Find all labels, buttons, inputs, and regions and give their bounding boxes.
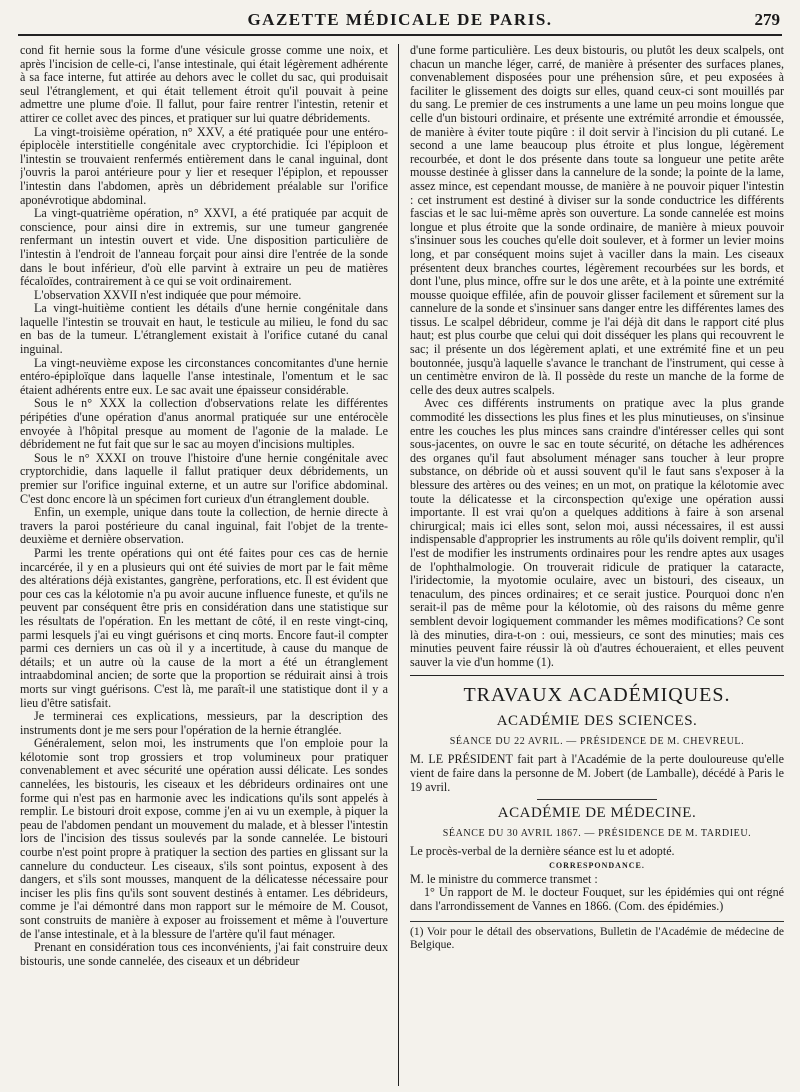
paragraph: La vingt-neuvième expose les circonstances concomitantes d'une hernie entéro-épiploïque dans laquelle l'anse intestinale, l'omentum et le sac étaient adhérents entre eux. Le sac avait une épaisseur considérable. — [20, 355, 388, 397]
paragraph: M. le ministre du commerce transmet : — [410, 871, 598, 886]
footnote: (1) Voir pour le détail des observations, Bulletin de l'Académie de médecine de Belgique. — [410, 926, 784, 952]
section-title: TRAVAUX ACADÉMIQUES. — [463, 684, 731, 707]
section-separator — [410, 675, 784, 676]
paragraph: Sous le n° XXXI on trouve l'histoire d'une hernie congénitale avec cryptorchidie, dans laquelle il fallut pratiquer deux débridements, un premier sur l'orifice inguinal externe, et un autre sur l'orifice abdominal. C'est donc encore là un spécimen fort curieux d'un étranglement double. — [20, 450, 388, 506]
paragraph: Prenant en considération tous ces inconvénients, j'ai fait construire deux bistouris, une sonde cannelée, des ciseaux et un débrideur — [20, 940, 388, 968]
seance-medecine: SÉANCE DU 30 AVRIL 1867. — PRÉSIDENCE DE M. TARDIEU. — [442, 828, 752, 840]
correspondance-heading: CORRESPONDANCE. — [549, 860, 645, 870]
paragraph: Le procès-verbal de la dernière séance est lu et adopté. — [410, 844, 675, 859]
page-number: 279 — [754, 10, 780, 29]
journal-title: GAZETTE MÉDICALE DE PARIS. — [247, 10, 553, 29]
paragraph: La vingt-huitième contient les détails d'une hernie congénitale dans laquelle l'intestin se trouvait en haut, le testicule au milieu, le fond du sac en bas de la tumeur. L'étranglement existait à l'orifice cutané du canal inguinal. — [20, 301, 388, 357]
paragraph: d'une forme particulière. Les deux bistouris, ou plutôt les deux scalpels, ont chacun un manche léger, carré, de manière à présenter des surfaces planes, convenablement disposées pour une préhension sûre, et peu exposées à faciliter le glissement des doigts sur elles, quand ceux-ci sont mouillés par du sang. Le premier de ces instruments a une lame un peu moins longue que celle d'un bistouri ordinaire, et présente une extrémité arrondie et émoussée, de manière à éviter toute piqûre : il doit servir à l'incision du pli cutané. Le second a une lame beaucoup plus étroite et plus longue, légèrement recourbée, et dont le dos présente dans toute sa longueur une petite arête mousse destinée à glisser dans la cannelure de la sonde; la pointe de la lame, assez mince, est cependant mousse, de manière à ne pouvoir piquer l'intestin : cet instrument est destiné à diviser sur la sonde conductrice les différents fascias et le sac lui-même après son ouverture. La sonde cannelée est moins longue et plus étroite que la sonde ordinaire, de manière à mieux pouvoir s'insinuer sous les couches qu'elle doit soulever, et à former un levier moins long, et par conséquent moins sujet à vaciller dans la main. Les ciseaux présentent deux branches courtes, légèrement recourbées sur les bords, et dont l'une, plus mince, offre sur le dos une arête, et à la pointe une extrémité mousse quoique effilée, afin de pouvoir glisser facilement et sûrement sur la cannelure de la sonde et s'insinuer sans danger entre les différentes lames des tissus. Le scalpel débrideur, comme je l'ai déjà dit dans le rapport cité plus haut; est plus courbe que celui qui doit disséquer les plans qui recouvrent le sac; il présente un dos légèrement aplati, et une extrémité fine et un peu boutonnée, jusqu'à laquelle s'avance le tranchant de l'instrument, qui cesse à un centimètre environ de là. Il possède du reste un manche de la forme de celle des deux autres scalpels. — [410, 44, 784, 397]
paragraph: La vingt-quatrième opération, n° XXVI, a été pratiquée par acquit de conscience, pour ainsi dire in extremis, sur une tumeur gangrenée renfermant un intestin ouvert et vide. Une disposition particulière de l'intestin à l'endroit de l'anneau forçait pour ainsi dire l'entrée de la sonde dans le bout inférieur, d'où elle parvint à extraire un peu de matières fécaloïdes, contrairement à ce qui se voit ordinairement. — [20, 206, 388, 289]
paragraph: Avec ces différents instruments on pratique avec la plus grande commodité les dissections les plus fines et les plus minutieuses, on s'insinue entre les couches les plus minces sans craindre d'intéresser celles qui sont sous-jacentes, on ouvre le sac en toute sécurité, on détache les adhérences des organes qu'il faut absolument ménager sans toucher à leur propre substance, on débride où et aussi souvent qu'il le faut sans s'exposer à la blessure des artères ou des veines; en un mot, on pratique la kélotomie avec toute la délicatesse et la circonspection qu'exige une opération aussi importante. Il est vrai qu'on a quelques additions à faire à son arsenal chirurgical; mais ici elles sont, selon moi, aussi nécessaires, il est aussi indispensable d'approprier les instruments au rôle qu'ils doivent remplir, qu'il l'est de modifier les instruments ordinaires pour les rendre aptes aux usages de l'ophthalmologie. On trouverait ridicule de pratiquer la cataracte, l'iridectomie, la myotomie oculaire, avec un bistouri, des ciseaux, un tenaculum, des pinces ordinaires; et ce serait justice. Pourquoi donc n'en serait-il pas de même pour la kélotomie, où des raisons du même genre semblent devoir logiquement commander les mêmes modifications? Ce sont là des minuties, dira-t-on : oui, messieurs, ce sont des minuties; mais ces minuties peuvent faire réussir là où d'autres échoueraient, et elles peuvent sauver la vie d'un homme (1). — [410, 396, 784, 669]
academie-medecine-title: ACADÉMIE DE MÉDECINE. — [497, 805, 697, 822]
paragraph: Généralement, selon moi, les instruments que l'on emploie pour la kélotomie sont trop grossiers et trop volumineux pour pratiquer convenablement et avec sécurité une opération aussi délicate. Les sondes cannelées, les bistouris, les ciseaux et les débrideurs ordinaires ont une forme qui n'est pas en harmonie avec les indications qu'ils sont appelés à remplir. Le bistouri droit expose, comme j'en ai vu un exemple, à piquer la peau de l'abdomen pendant un mouvement du malade, et à blesser l'intestin lors de l'incision des tissus soulevés par la sonde cannelée. Le bistouri courbe n'est point propre à pratiquer la section des parties en glissant sur la cannelure du conducteur. Les ciseaux, s'ils sont pointus, exposent à des dangers, et s'ils sont mousses, manquent de la délicatesse nécessaire pour inciser les plis fins qu'ils sont souvent destinés à entamer. Les débrideurs, comme je l'ai démontré dans mon rapport sur le mémoire de M. Cousot, sont construits de manière à exposer au froissement et même à l'ouverture de l'anse intestinale, et à la blessure de l'artère qu'il faut ménager. — [20, 736, 388, 941]
paragraph: 1° Un rapport de M. le docteur Fouquet, sur les épidémies qui ont régné dans l'arrondissement de Vannes en 1866. (Com. des épidémies.) — [410, 885, 784, 913]
paragraph: cond fit hernie sous la forme d'une vésicule grosse comme une noix, et après l'incision de celle-ci, l'anse intestinale, qui était légèrement adhérente à sa face interne, fut attirée au dehors avec le collet du sac, qui produisait seul l'étranglement, et qui était tellement étroit qu'il pouvait à peine admettre une plume d'oie. Il fallut, pour faire rentrer l'intestin, retenir et attirer ce collet avec des pinces, et pratiquer sur lui quatre débridements. — [20, 44, 388, 125]
short-rule — [537, 799, 657, 800]
column-divider — [398, 44, 399, 1086]
page-header — [18, 8, 782, 36]
academie-sciences-title: ACADÉMIE DES SCIENCES. — [496, 713, 698, 730]
seance-sciences: SÉANCE DU 22 AVRIL. — PRÉSIDENCE DE M. CHEVREUL. — [449, 736, 745, 748]
paragraph: Enfin, un exemple, unique dans toute la collection, de hernie directe à travers la paroi postérieure du canal inguinal, fait l'objet de la trente-deuxième et dernière observation. — [20, 505, 388, 547]
paragraph: Sous le n° XXX la collection d'observations relate les différentes péripéties d'une opération d'anus anormal pratiquée sur une entérocèle envoyée à l'hôpital presque au moment de l'agonie de la malade. Le débridement ne fut fait que sur le sac au moyen d'incisions multiples. — [20, 396, 388, 452]
right-column — [410, 44, 784, 1088]
left-column — [20, 44, 388, 1088]
paragraph: La vingt-troisième opération, n° XXV, a été pratiquée pour une entéro-épiplocèle interstitielle congénitale avec cryptorchidie. Ici l'épiploon et l'intestin se trouvaient renfermés entièrement dans le canal inguinal, dont j'ouvris la paroi antérieure pour y lier et resequer l'épiplon, et repousser l'intestin dans l'abdomen, après un débridement préalable sur l'orifice aponévrotique abdominal. — [20, 124, 388, 207]
footnote-rule — [410, 921, 784, 922]
paragraph: Parmi les trente opérations qui ont été faites pour ces cas de hernie incarcérée, il y en a plusieurs qui ont été suivies de mort par le fait même des altérations déjà existantes, gangrène, perforations, etc. Il est évident que pour ces cas la kélotomie n'a pu avoir aucune influence funeste, et qu'ils ne peuvent par conséquent être pris en considération dans une statistique sur les résultats de l'opération. En les mettant de côté, il en reste vingt-cinq, parmi lesquels j'ai eu vingt guérisons et cinq morts. Encore faut-il compter parmi ces derniers un cas où il y a incertitude, à cause du manque de détails; et un autre où la cause de la mort a été un étranglement intraabdominal ancien; de sorte que la proportion se réduirait ainsi à trois morts sur vingt guérisons. C'est là, me paraît-il une statistique dont il y a lieu d'être satisfait. — [20, 545, 388, 710]
paragraph: Je terminerai ces explications, messieurs, par la description des instruments dont je me sers pour l'opération de la hernie étranglée. — [20, 709, 388, 737]
paragraph: L'observation XXVII n'est indiquée que pour mémoire. — [34, 287, 302, 302]
paragraph: M. LE PRÉSIDENT fait part à l'Académie de la perte douloureuse qu'elle vient de faire dans la personne de M. Jobert (de Lamballe), décédé à Paris le 19 avril. — [410, 752, 784, 794]
